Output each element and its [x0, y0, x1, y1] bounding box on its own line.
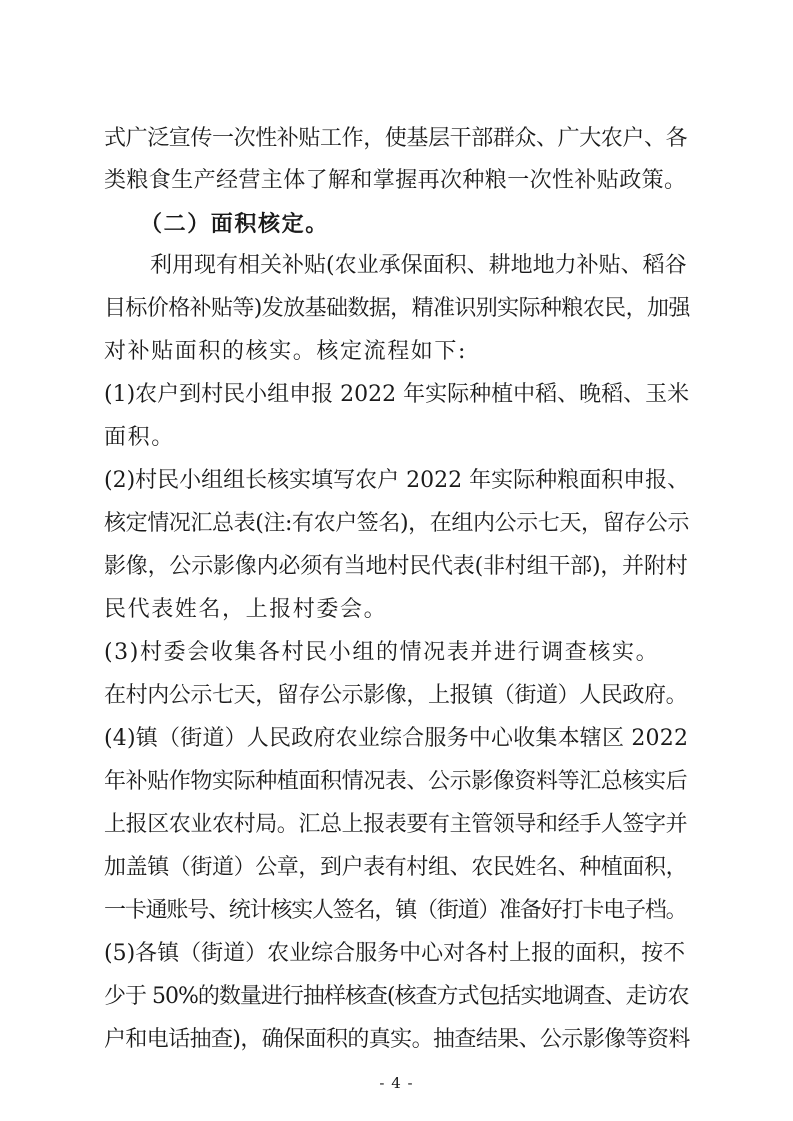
paragraph-line: 式广泛宣传一次性补贴工作，使基层干部群众、广大农户、各: [104, 126, 688, 151]
paragraph-line: 类粮食生产经营主体了解和掌握再次种粮一次性补贴政策。: [104, 168, 687, 193]
section-heading: （二）面积核定。: [140, 211, 329, 237]
paragraph-line: 少于 50%的数量进行抽样核查(核查方式包括实地调查、走访农: [104, 984, 689, 1009]
paragraph-line: 面积。: [104, 425, 175, 450]
paragraph-line: 上报区农业农村局。汇总上报表要有主管领导和经手人签字并: [104, 812, 688, 837]
paragraph-line: 利用现有相关补贴(农业承保面积、耕地地力补贴、稻谷: [150, 253, 687, 278]
paragraph-line: 目标价格补贴等)发放基础数据，精准识别实际种粮农民，加强: [104, 296, 690, 321]
paragraph-line: (3)村委会收集各村民小组的情况表并进行调查核实。: [104, 640, 660, 665]
paragraph-line: 年补贴作物实际种植面积情况表、公示影像资料等汇总核实后: [104, 769, 688, 794]
page-number: - 4 -: [379, 1074, 414, 1092]
paragraph-line: (1)农户到村民小组申报 2022 年实际种植中稻、晚稻、玉米: [104, 382, 690, 407]
paragraph-line: 民代表姓名，上报村委会。: [104, 597, 388, 622]
paragraph-line: 在村内公示七天，留存公示影像，上报镇（街道）人民政府。: [104, 683, 688, 708]
paragraph-line: (4)镇（街道）人民政府农业综合服务中心收集本辖区 2022: [104, 726, 689, 751]
paragraph-line: 一卡通账号、统计核实人签名，镇（街道）准备好打卡电子档。: [104, 898, 687, 923]
paragraph-line: (5)各镇（街道）农业综合服务中心对各村上报的面积，按不: [104, 941, 686, 966]
paragraph-line: 影像，公示影像内必须有当地村民代表(非村组干部)，并附村: [104, 554, 688, 579]
paragraph-line: 核定情况汇总表(注:有农户签名)，在组内公示七天，留存公示: [104, 511, 689, 536]
paragraph-line: 对补贴面积的核实。核定流程如下:: [104, 339, 468, 364]
paragraph-line: 加盖镇（街道）公章，到户表有村组、农民姓名、种植面积，: [104, 855, 688, 880]
paragraph-line: 户和电话抽查)，确保面积的真实。抽查结果、公示影像等资料: [104, 1027, 690, 1052]
paragraph-line: (2)村民小组组长核实填写农户 2022 年实际种粮面积申报、: [104, 468, 690, 493]
